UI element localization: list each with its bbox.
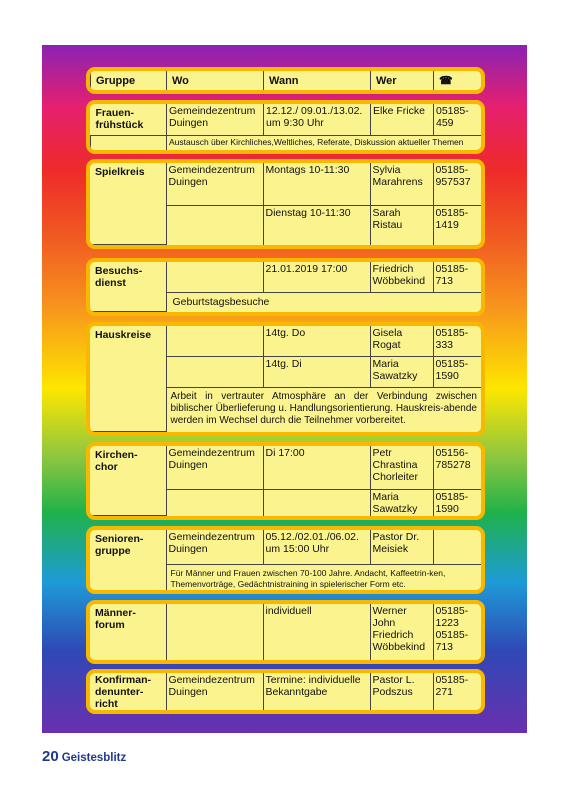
contact: Werner John Friedrich Wöbbekind bbox=[370, 604, 433, 660]
time: 14tg. Di bbox=[263, 356, 370, 387]
contact: Elke Fricke bbox=[371, 104, 434, 135]
contact: Gisela Rogat bbox=[370, 326, 433, 356]
location bbox=[166, 205, 263, 245]
phone: 05185-713 bbox=[433, 262, 481, 292]
contact: Pastor L. Podszus bbox=[370, 673, 433, 710]
phone: 05185-271 bbox=[433, 673, 481, 710]
phone: 05185-1590 bbox=[433, 489, 481, 516]
description: Geburtstagsbesuche bbox=[166, 292, 481, 312]
group-name: Männer- forum bbox=[90, 604, 166, 660]
contact: Maria Sawatzky bbox=[370, 489, 433, 516]
magazine-name: Geistesblitz bbox=[61, 752, 127, 764]
phone: 05185-1223 05185-713 bbox=[433, 604, 481, 660]
time: 05.12./02.01./06.02. um 15:00 Uhr bbox=[263, 530, 370, 564]
phone: 05156-785278 bbox=[433, 446, 481, 489]
phone-icon: ☎ bbox=[434, 71, 482, 90]
phone: 05185-1419 bbox=[433, 205, 481, 245]
group-kirchenchor bbox=[86, 442, 485, 520]
description: Für Männer und Frauen zwischen 70-100 Jahre. Andacht, Kaffeetrin-ken, Themenvorträge, Gedächtnistraining in spielerischer Form etc. bbox=[166, 564, 481, 593]
contact: Friedrich Wöbbekind bbox=[370, 262, 433, 292]
group-name: Konfirman- denunter- richt bbox=[90, 673, 166, 710]
phone: 05185-957537 bbox=[433, 163, 481, 205]
group-name: Senioren- gruppe bbox=[90, 530, 166, 593]
phone bbox=[433, 530, 481, 564]
contact: Sylvia Marahrens bbox=[370, 163, 433, 205]
location: Gemeindezentrum Duingen bbox=[166, 530, 263, 564]
group-name: Besuchs- dienst bbox=[90, 262, 166, 312]
header-wann: Wann bbox=[264, 71, 371, 90]
group-spielkreis bbox=[86, 159, 485, 249]
location bbox=[166, 326, 263, 356]
group-konfirmandenunterricht bbox=[86, 669, 485, 714]
time bbox=[263, 489, 370, 516]
phone: 05185-459 bbox=[434, 104, 482, 135]
header-gruppe: Gruppe bbox=[91, 71, 167, 90]
header-row bbox=[86, 67, 485, 94]
group-frauenfruehstueck bbox=[86, 100, 485, 154]
time: individuell bbox=[263, 604, 370, 660]
location: Gemeindezentrum Duingen bbox=[166, 446, 263, 489]
time: Termine: individuelle Bekanntgabe bbox=[263, 673, 370, 710]
header-wer: Wer bbox=[371, 71, 434, 90]
location: Gemeindezentrum Duingen bbox=[166, 673, 263, 710]
group-name: Frauen- frühstück bbox=[91, 104, 167, 135]
time: Di 17:00 bbox=[263, 446, 370, 489]
group-seniorengruppe bbox=[86, 526, 485, 594]
location bbox=[166, 489, 263, 516]
location: Gemeindezentrum Duingen bbox=[166, 163, 263, 205]
header-wo: Wo bbox=[167, 71, 264, 90]
time: 21.01.2019 17:00 bbox=[263, 262, 370, 292]
location bbox=[166, 604, 263, 660]
phone: 05185-1590 bbox=[433, 356, 481, 387]
group-name: Spielkreis bbox=[90, 163, 166, 245]
description: Austausch über Kirchliches,Weltliches, Referate, Diskussion aktueller Themen bbox=[167, 135, 482, 150]
contact: Pastor Dr. Meisiek bbox=[370, 530, 433, 564]
contact: Maria Sawatzky bbox=[370, 356, 433, 387]
contact: Sarah Ristau bbox=[370, 205, 433, 245]
contact: Petr Chrastina Chorleiter bbox=[370, 446, 433, 489]
phone: 05185-333 bbox=[433, 326, 481, 356]
time: 12.12./ 09.01./13.02. um 9:30 Uhr bbox=[264, 104, 371, 135]
location bbox=[166, 356, 263, 387]
group-name: Hauskreise bbox=[90, 326, 166, 432]
time: 14tg. Do bbox=[263, 326, 370, 356]
description: Arbeit in vertrauter Atmosphäre an der Verbindung zwischen biblischer Überlieferung u. Handlungsorientierung. Hauskreis-abende werden im Wechsel durch die Teilnehmer vorbereitet. bbox=[166, 387, 481, 432]
location: Gemeindezentrum Duingen bbox=[167, 104, 264, 135]
time: Montags 10-11:30 bbox=[263, 163, 370, 205]
location bbox=[166, 262, 263, 292]
group-besuchsdienst bbox=[86, 258, 485, 316]
page-footer bbox=[42, 748, 126, 766]
group-maennerforum bbox=[86, 600, 485, 664]
page-number: 20 bbox=[42, 748, 59, 765]
time: Dienstag 10-11:30 bbox=[263, 205, 370, 245]
group-name: Kirchen- chor bbox=[90, 446, 166, 516]
group-hauskreise bbox=[86, 322, 485, 436]
